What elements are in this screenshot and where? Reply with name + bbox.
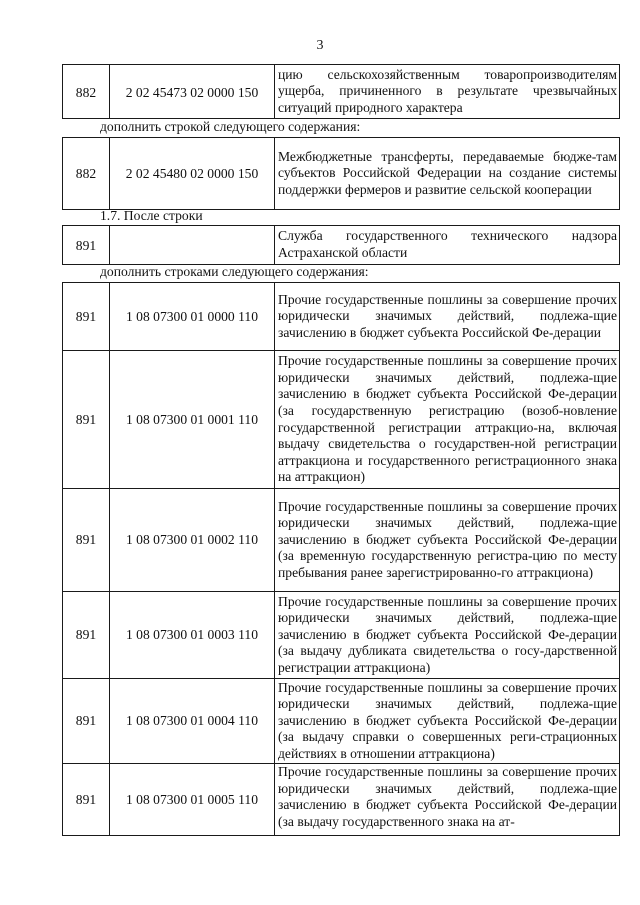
table-insert-891	[62, 282, 620, 836]
kbk-code-cell: 1 08 07300 01 0000 110	[110, 283, 275, 351]
page-number: 3	[316, 38, 324, 53]
table-row	[63, 226, 620, 265]
kbk-code-cell: 1 08 07300 01 0002 110	[110, 489, 275, 592]
admin-code-cell: 891	[63, 226, 110, 265]
description-cell: Прочие государственные пошлины за совершение прочих юридически значимых действий, подлежа-щие зачислению в бюджет субъекта Российской Фе-дерации (за выдачу справки о совершенных реги-страционных действиях в отношении аттракциона)	[275, 679, 620, 764]
admin-code-cell: 891	[63, 351, 110, 489]
admin-code-cell: 882	[63, 65, 110, 119]
table-row	[63, 65, 620, 119]
table-row	[63, 592, 620, 679]
kbk-code-cell: 2 02 45480 02 0000 150	[110, 138, 275, 210]
admin-code-cell: 891	[63, 489, 110, 592]
table-row	[63, 351, 620, 489]
description-cell: Прочие государственные пошлины за совершение прочих юридически значимых действий, подлежа-щие зачислению в бюджет субъекта Российской Фе-дерации	[275, 283, 620, 351]
admin-code-cell: 882	[63, 138, 110, 210]
description-cell: Прочие государственные пошлины за совершение прочих юридически значимых действий, подлежа-щие зачислению в бюджет субъекта Российской Фе-дерации (за временную государственную регистра-цию по месту пребывания ранее зарегистрированно-го аттракциона)	[275, 489, 620, 592]
description-cell: Межбюджетные трансферты, передаваемые бюдже-там субъектов Российской Федерации на создание системы поддержки фермеров и развитие сельской кооперации	[275, 138, 620, 210]
table-continuation	[62, 64, 620, 119]
insert-instruction: дополнить строкой следующего содержания:	[100, 119, 361, 134]
admin-code-cell: 891	[63, 764, 110, 836]
table-after-row	[62, 225, 620, 265]
description-cell: цию сельскохозяйственным товаропроизводителям ущерба, причиненного в результате чрезвычайных ситуаций природного характера	[275, 65, 620, 119]
table-row	[63, 138, 620, 210]
description-cell: Прочие государственные пошлины за совершение прочих юридически значимых действий, подлежа-щие зачислению в бюджет субъекта Российской Фе-дерации (за выдачу дубликата свидетельства о госу-дарственной регистрации аттракциона)	[275, 592, 620, 679]
kbk-code-cell: 1 08 07300 01 0003 110	[110, 592, 275, 679]
kbk-code-cell	[110, 226, 275, 265]
description-cell: Прочие государственные пошлины за совершение прочих юридически значимых действий, подлежа-щие зачислению в бюджет субъекта Российской Фе-дерации (за выдачу государственного знака на ат-	[275, 764, 620, 836]
kbk-code-cell: 1 08 07300 01 0001 110	[110, 351, 275, 489]
table-row	[63, 283, 620, 351]
kbk-code-cell: 1 08 07300 01 0005 110	[110, 764, 275, 836]
table-row	[63, 489, 620, 592]
kbk-code-cell: 2 02 45473 02 0000 150	[110, 65, 275, 119]
description-cell: Служба государственного технического надзора Астраханской области	[275, 226, 620, 265]
table-insert-882	[62, 137, 620, 210]
admin-code-cell: 891	[63, 679, 110, 764]
table-row	[63, 679, 620, 764]
admin-code-cell: 891	[63, 283, 110, 351]
description-cell: Прочие государственные пошлины за совершение прочих юридически значимых действий, подлежа-щие зачислению в бюджет субъекта Российской Фе-дерации (за государственную регистрацию (возоб-новление государственной регистрации аттракцио-на, включая выдачу свидетельства о государствен-ной регистрации аттракциона и государственного регистрационного знака на аттракцион)	[275, 351, 620, 489]
table-row	[63, 764, 620, 836]
admin-code-cell: 891	[63, 592, 110, 679]
kbk-code-cell: 1 08 07300 01 0004 110	[110, 679, 275, 764]
section-heading: 1.7. После строки	[100, 208, 203, 223]
insert-instruction: дополнить строками следующего содержания:	[100, 264, 369, 279]
